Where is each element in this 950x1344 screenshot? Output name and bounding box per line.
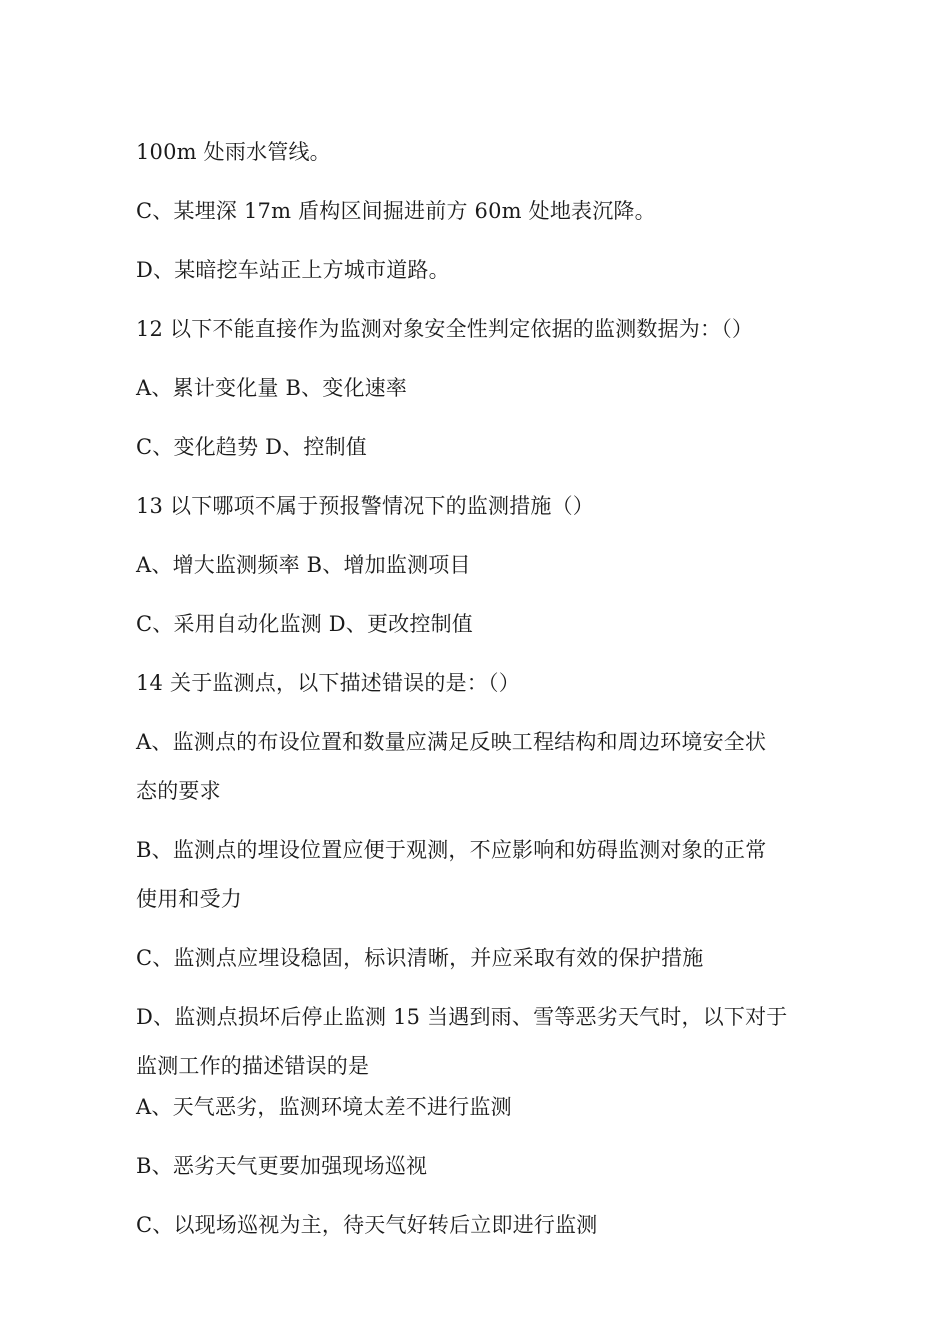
text-line-q11-option-c: C、某埋深 17m 盾构区间掘进前方 60m 处地表沉降。 <box>136 199 656 223</box>
text-line-q12-stem: 12 以下不能直接作为监测对象安全性判定依据的监测数据为：（） <box>136 317 754 341</box>
text-line-q14-stem: 14 关于监测点，以下描述错误的是：（） <box>136 671 520 695</box>
text-line-q14-option-d-q15-stem: D、监测点损坏后停止监测 15 当遇到雨、雪等恶劣天气时，以下对于 <box>136 1005 788 1029</box>
text-line-q15-option-c: C、以现场巡视为主，待天气好转后立即进行监测 <box>136 1213 598 1237</box>
text-line-q13-options-cd: C、采用自动化监测 D、更改控制值 <box>136 612 473 636</box>
text-line-q13-options-ab: A、增大监测频率 B、增加监测项目 <box>136 553 471 577</box>
text-line-q15-option-a: A、天气恶劣，监测环境太差不进行监测 <box>136 1095 512 1119</box>
text-line-q15-option-b: B、恶劣天气更要加强现场巡视 <box>136 1154 428 1178</box>
text-line-q15-stem-continued: 监测工作的描述错误的是 <box>136 1054 370 1078</box>
text-line-q14-option-a-continued: 态的要求 <box>136 779 221 803</box>
text-line-q14-option-b-continued: 使用和受力 <box>136 887 242 911</box>
text-line-q14-option-b: B、监测点的埋设位置应便于观测，不应影响和妨碍监测对象的正常 <box>136 838 767 862</box>
text-line-q14-option-c: C、监测点应埋设稳固，标识清晰，并应采取有效的保护措施 <box>136 946 704 970</box>
text-line-q14-option-a: A、监测点的布设位置和数量应满足反映工程结构和周边环境安全状 <box>136 730 767 754</box>
text-line-q11-option-d: D、某暗挖车站正上方城市道路。 <box>136 258 450 282</box>
text-line-q12-options-ab: A、累计变化量 B、变化速率 <box>136 376 408 400</box>
text-line-q11-option-b-continued: 100m 处雨水管线。 <box>136 140 331 164</box>
text-line-q12-options-cd: C、变化趋势 D、控制值 <box>136 435 367 459</box>
text-line-q13-stem: 13 以下哪项不属于预报警情况下的监测措施（） <box>136 494 594 518</box>
